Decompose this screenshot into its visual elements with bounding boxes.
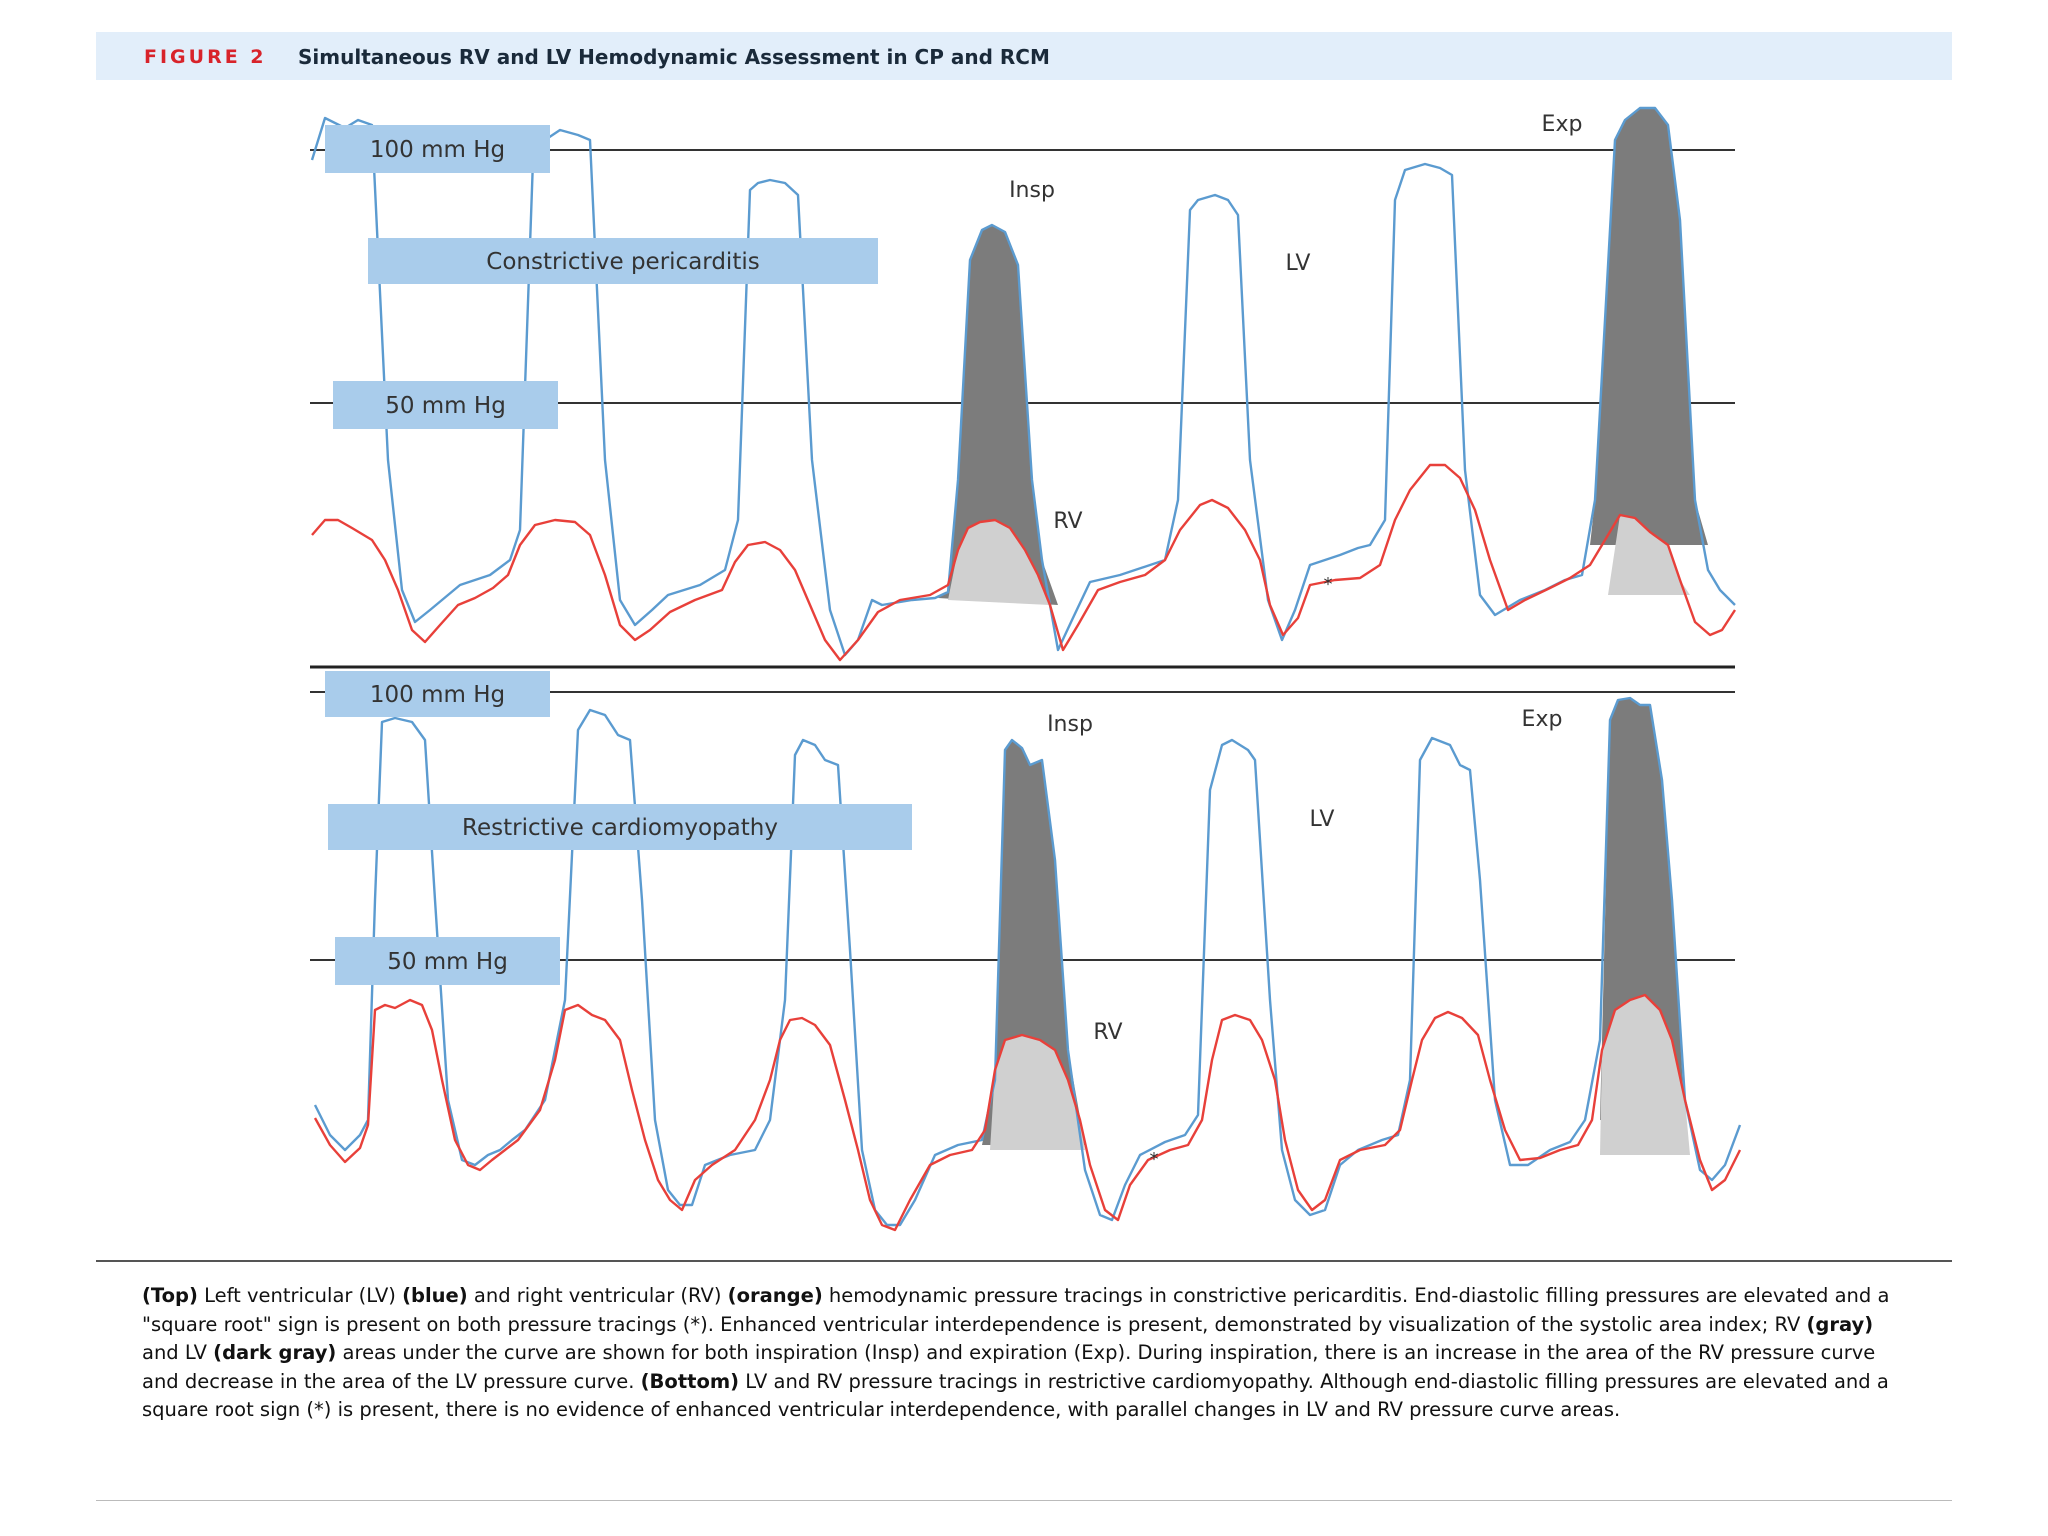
caption-run: (dark gray) <box>213 1341 337 1364</box>
panel-title: Restrictive cardiomyopathy <box>462 815 778 841</box>
exp-label: Exp <box>1521 707 1563 732</box>
caption-run: areas under the curve are shown for both inspiration (Insp) and expiration (Exp). During inspiration, there is an increase in the area of the RV pressure curve and decrease in the area of the LV pressure curve. <box>142 1341 1876 1393</box>
panel-restrictive-cardiomyopathy <box>310 671 1740 1230</box>
scale-label-50-mm-hg: 50 mm Hg <box>387 949 508 975</box>
exp-label: Exp <box>1541 112 1583 137</box>
lv-area-exp <box>1590 108 1708 545</box>
lv-label: LV <box>1285 251 1311 276</box>
caption-run: (Top) <box>142 1284 198 1307</box>
caption-run: and LV <box>142 1341 214 1364</box>
panel-title: Constrictive pericarditis <box>486 249 760 275</box>
caption-run: Left ventricular (LV) <box>197 1284 403 1307</box>
figure-title: Simultaneous RV and LV Hemodynamic Assessment in CP and RCM <box>298 45 1050 69</box>
caption-run: (gray) <box>1806 1312 1874 1336</box>
caption-bottom-rule <box>96 1500 1952 1501</box>
panel-constrictive-pericarditis <box>310 108 1735 660</box>
scale-label-100-mm-hg: 100 mm Hg <box>369 137 506 163</box>
caption-run: (blue) <box>402 1284 468 1307</box>
insp-label: Insp <box>1009 178 1055 203</box>
rv-label: RV <box>1093 1020 1123 1045</box>
lv-label: LV <box>1309 807 1335 832</box>
figure-caption <box>142 1282 1912 1425</box>
rv-label: RV <box>1053 509 1083 534</box>
square-root-asterisk: * <box>1149 1149 1159 1170</box>
insp-label: Insp <box>1047 712 1093 737</box>
square-root-asterisk: * <box>1323 574 1333 595</box>
scale-label-50-mm-hg: 50 mm Hg <box>385 393 506 419</box>
caption-run: (orange) <box>727 1284 823 1307</box>
caption-top-rule <box>96 1260 1952 1262</box>
figure-label: FIGURE 2 <box>144 46 267 68</box>
caption-run: (Bottom) <box>640 1369 740 1393</box>
caption-run: LV and RV pressure tracings in restrictive cardiomyopathy. Although end-diastolic filling pressures are elevated and a square root sign (*) is present, there is no evidence of enhanced ventricular interdependence, with parallel changes in LV and RV pressure curve areas. <box>142 1369 1889 1421</box>
caption-run: and right ventricular (RV) <box>467 1284 728 1307</box>
caption-run: hemodynamic pressure tracings in constrictive pericarditis. End-diastolic filling pressures are elevated and a "square root" sign is present on both pressure tracings (*). Enhanced ventricular interdependence is present, demonstrated by visualization of the systolic area index; RV <box>142 1284 1890 1336</box>
scale-label-100-mm-hg: 100 mm Hg <box>369 682 506 708</box>
